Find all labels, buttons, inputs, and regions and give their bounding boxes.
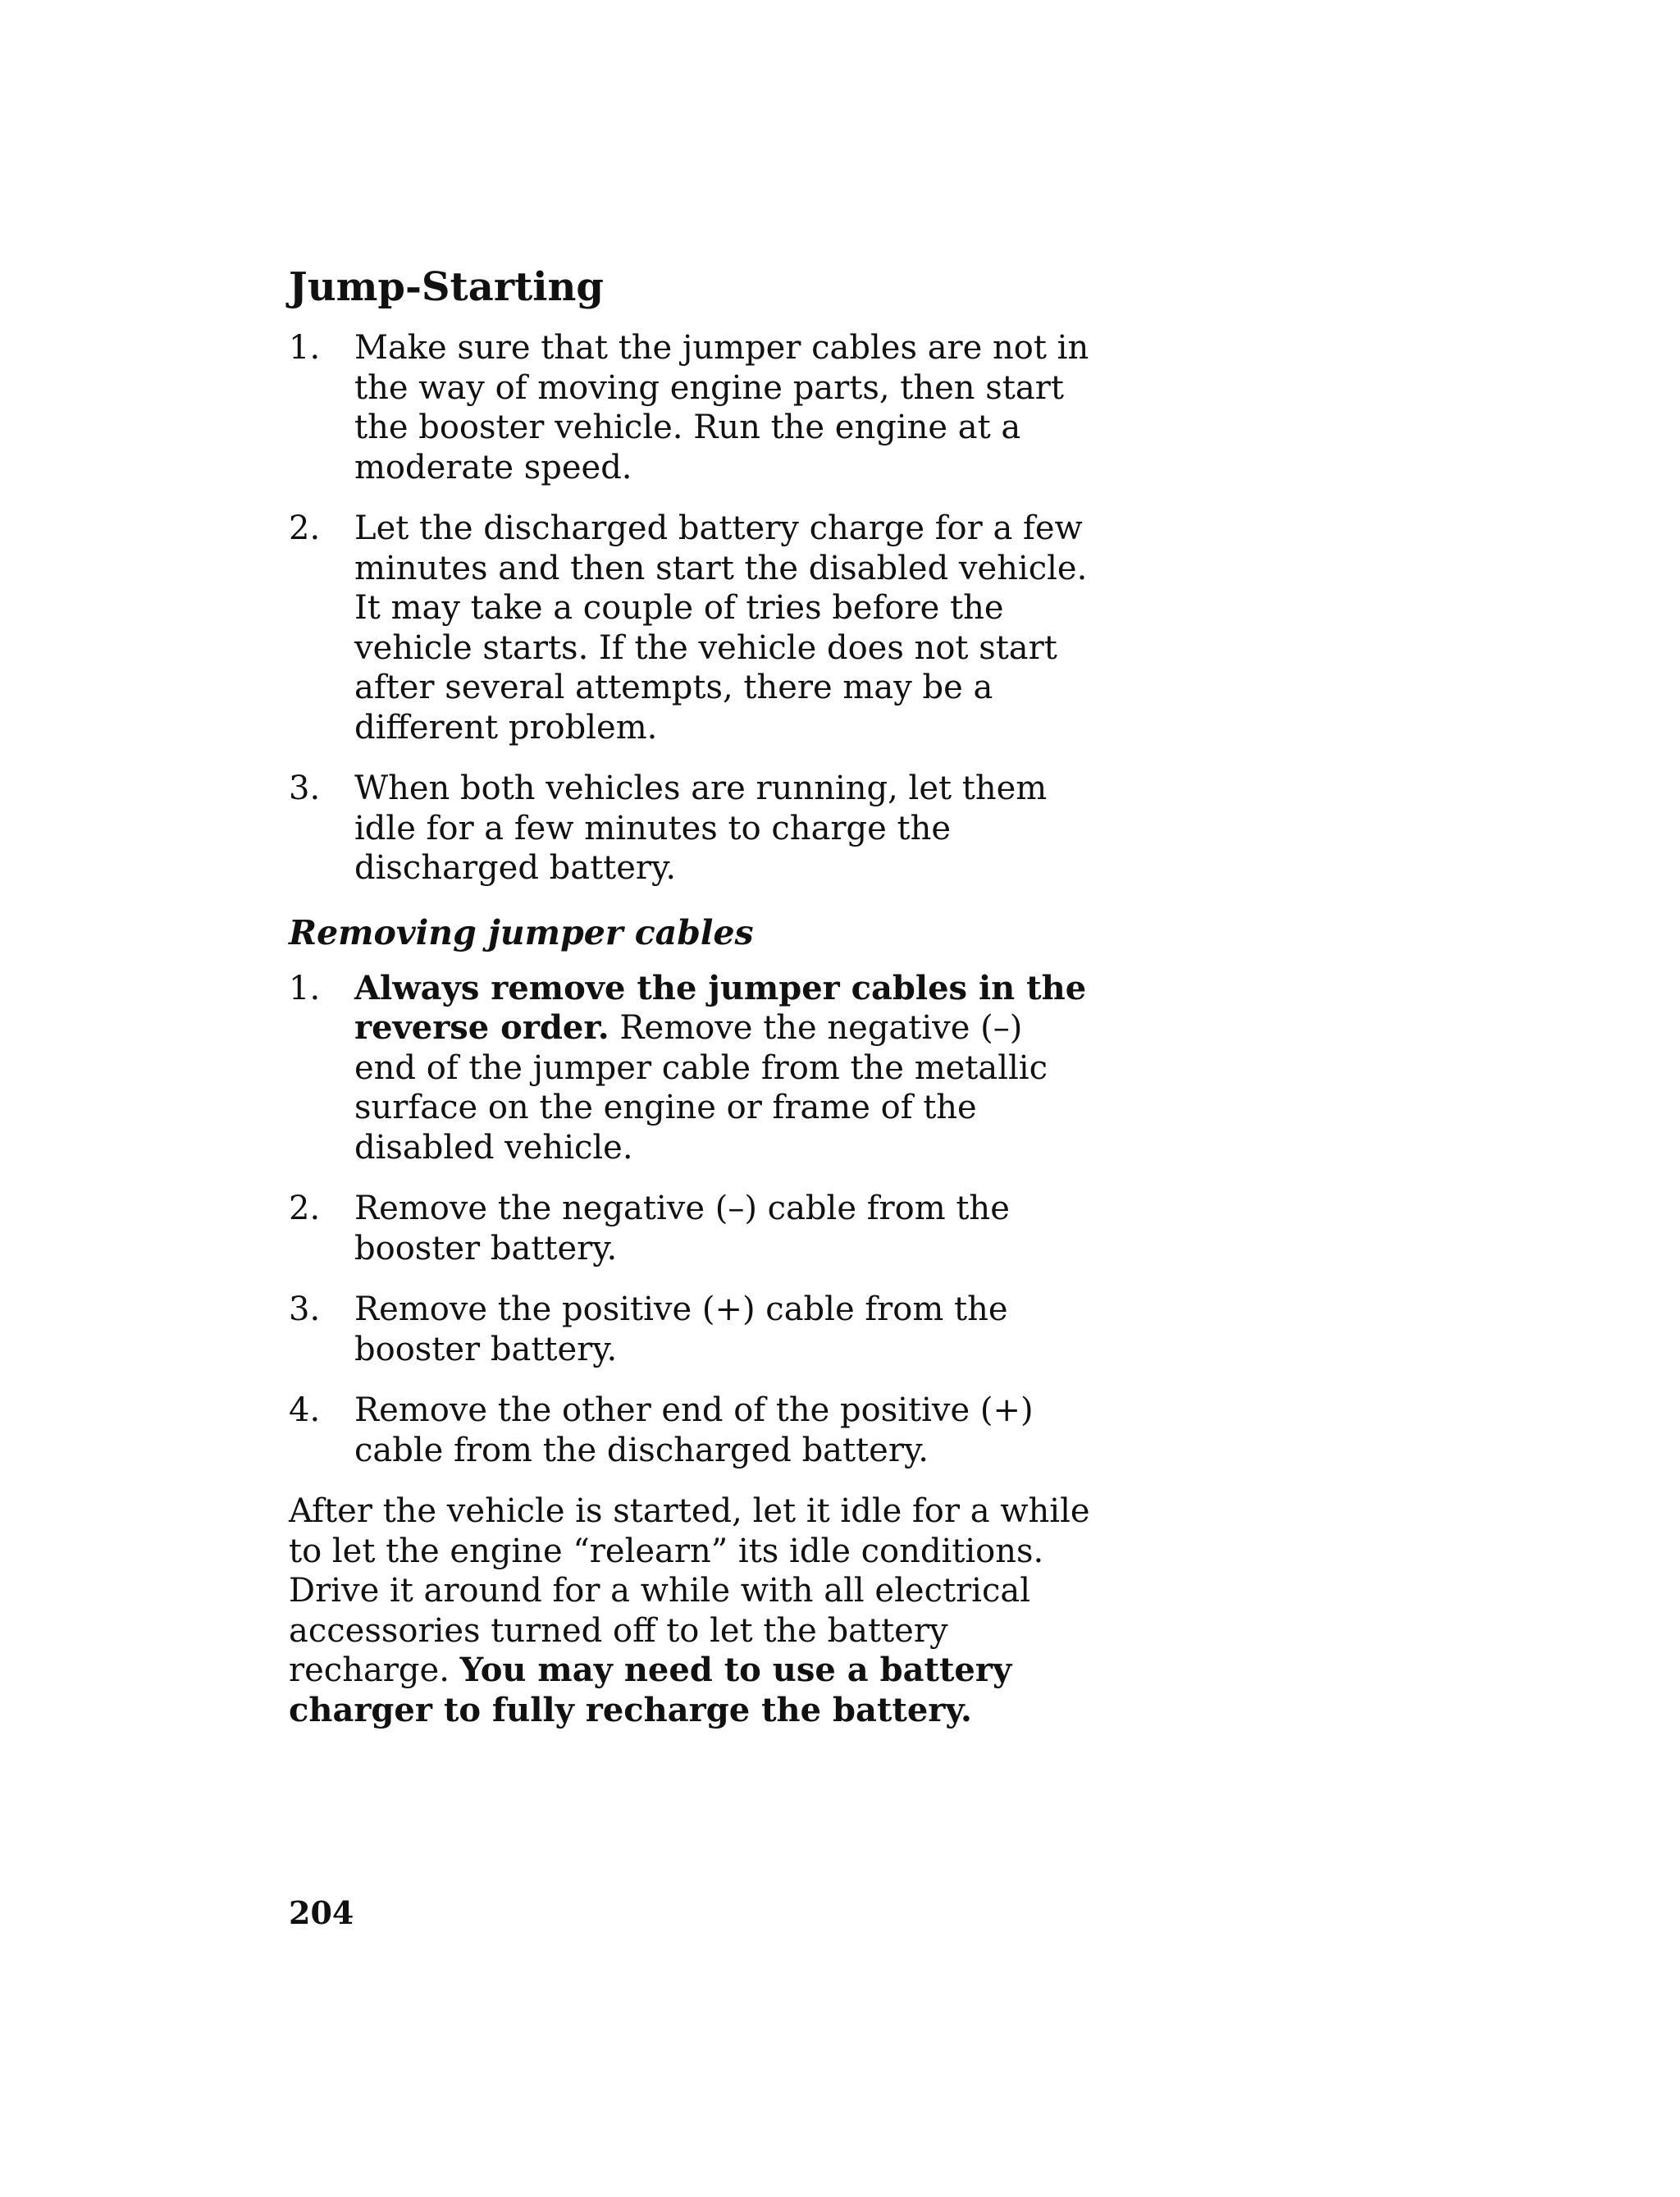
closing-paragraph bbox=[289, 1491, 1109, 1730]
step-number: 2. bbox=[289, 509, 321, 547]
removing-cables-steps bbox=[289, 969, 1109, 1471]
step-number: 2. bbox=[289, 1190, 321, 1227]
step-text: Remove the negative (–) cable from the booster battery. bbox=[354, 1190, 1010, 1268]
step-text: When both vehicles are running, let them idle for a few minutes to charge the discharged battery. bbox=[354, 770, 1048, 887]
page-content bbox=[289, 261, 1109, 1763]
jump-start-steps bbox=[289, 328, 1109, 888]
step-body: Remove the negative (–) end of the jumper cable from the metallic surface on the engine or frame of the disabled vehicle. bbox=[354, 1009, 1048, 1167]
subsection-title: Removing jumper cables bbox=[289, 912, 754, 952]
step-number: 1. bbox=[289, 329, 321, 367]
list-item bbox=[289, 509, 1109, 747]
step-number: 3. bbox=[289, 1290, 321, 1328]
list-item bbox=[289, 769, 1109, 888]
step-number: 4. bbox=[289, 1391, 321, 1429]
step-number: 1. bbox=[289, 969, 321, 1007]
list-item bbox=[289, 1391, 1109, 1470]
step-text: Remove the positive (+) cable from the booster battery. bbox=[354, 1290, 1008, 1368]
step-text: Remove the other end of the positive (+) cable from the discharged battery. bbox=[354, 1391, 1034, 1469]
step-text bbox=[354, 969, 1093, 1168]
list-item bbox=[289, 969, 1109, 1168]
step-text: Let the discharged battery charge for a few minutes and then start the disabled vehicle. It may take a couple of tries before the vehicle starts. If the vehicle does not start after several attempts, there may be a different problem. bbox=[354, 509, 1088, 747]
step-number: 3. bbox=[289, 770, 321, 807]
section-title: Jump-Starting bbox=[289, 264, 604, 310]
closing-warning: You may need to use a battery charger to fully recharge the battery. bbox=[289, 1651, 1012, 1729]
closing-text: After the vehicle is started, let it idle for a while to let the engine “relearn” its idle conditions. Drive it around for a while with all electrical accessories turned off to let the battery recharge. bbox=[289, 1492, 1090, 1689]
page-number: 204 bbox=[289, 1894, 354, 1931]
step-emphasis: Always remove the jumper cables in the reverse order. bbox=[354, 968, 1087, 1047]
list-item bbox=[289, 1290, 1109, 1369]
list-item bbox=[289, 328, 1109, 487]
step-text: Make sure that the jumper cables are not in the way of moving engine parts, then start the booster vehicle. Run the engine at a moderate speed. bbox=[354, 329, 1089, 486]
list-item bbox=[289, 1189, 1109, 1268]
